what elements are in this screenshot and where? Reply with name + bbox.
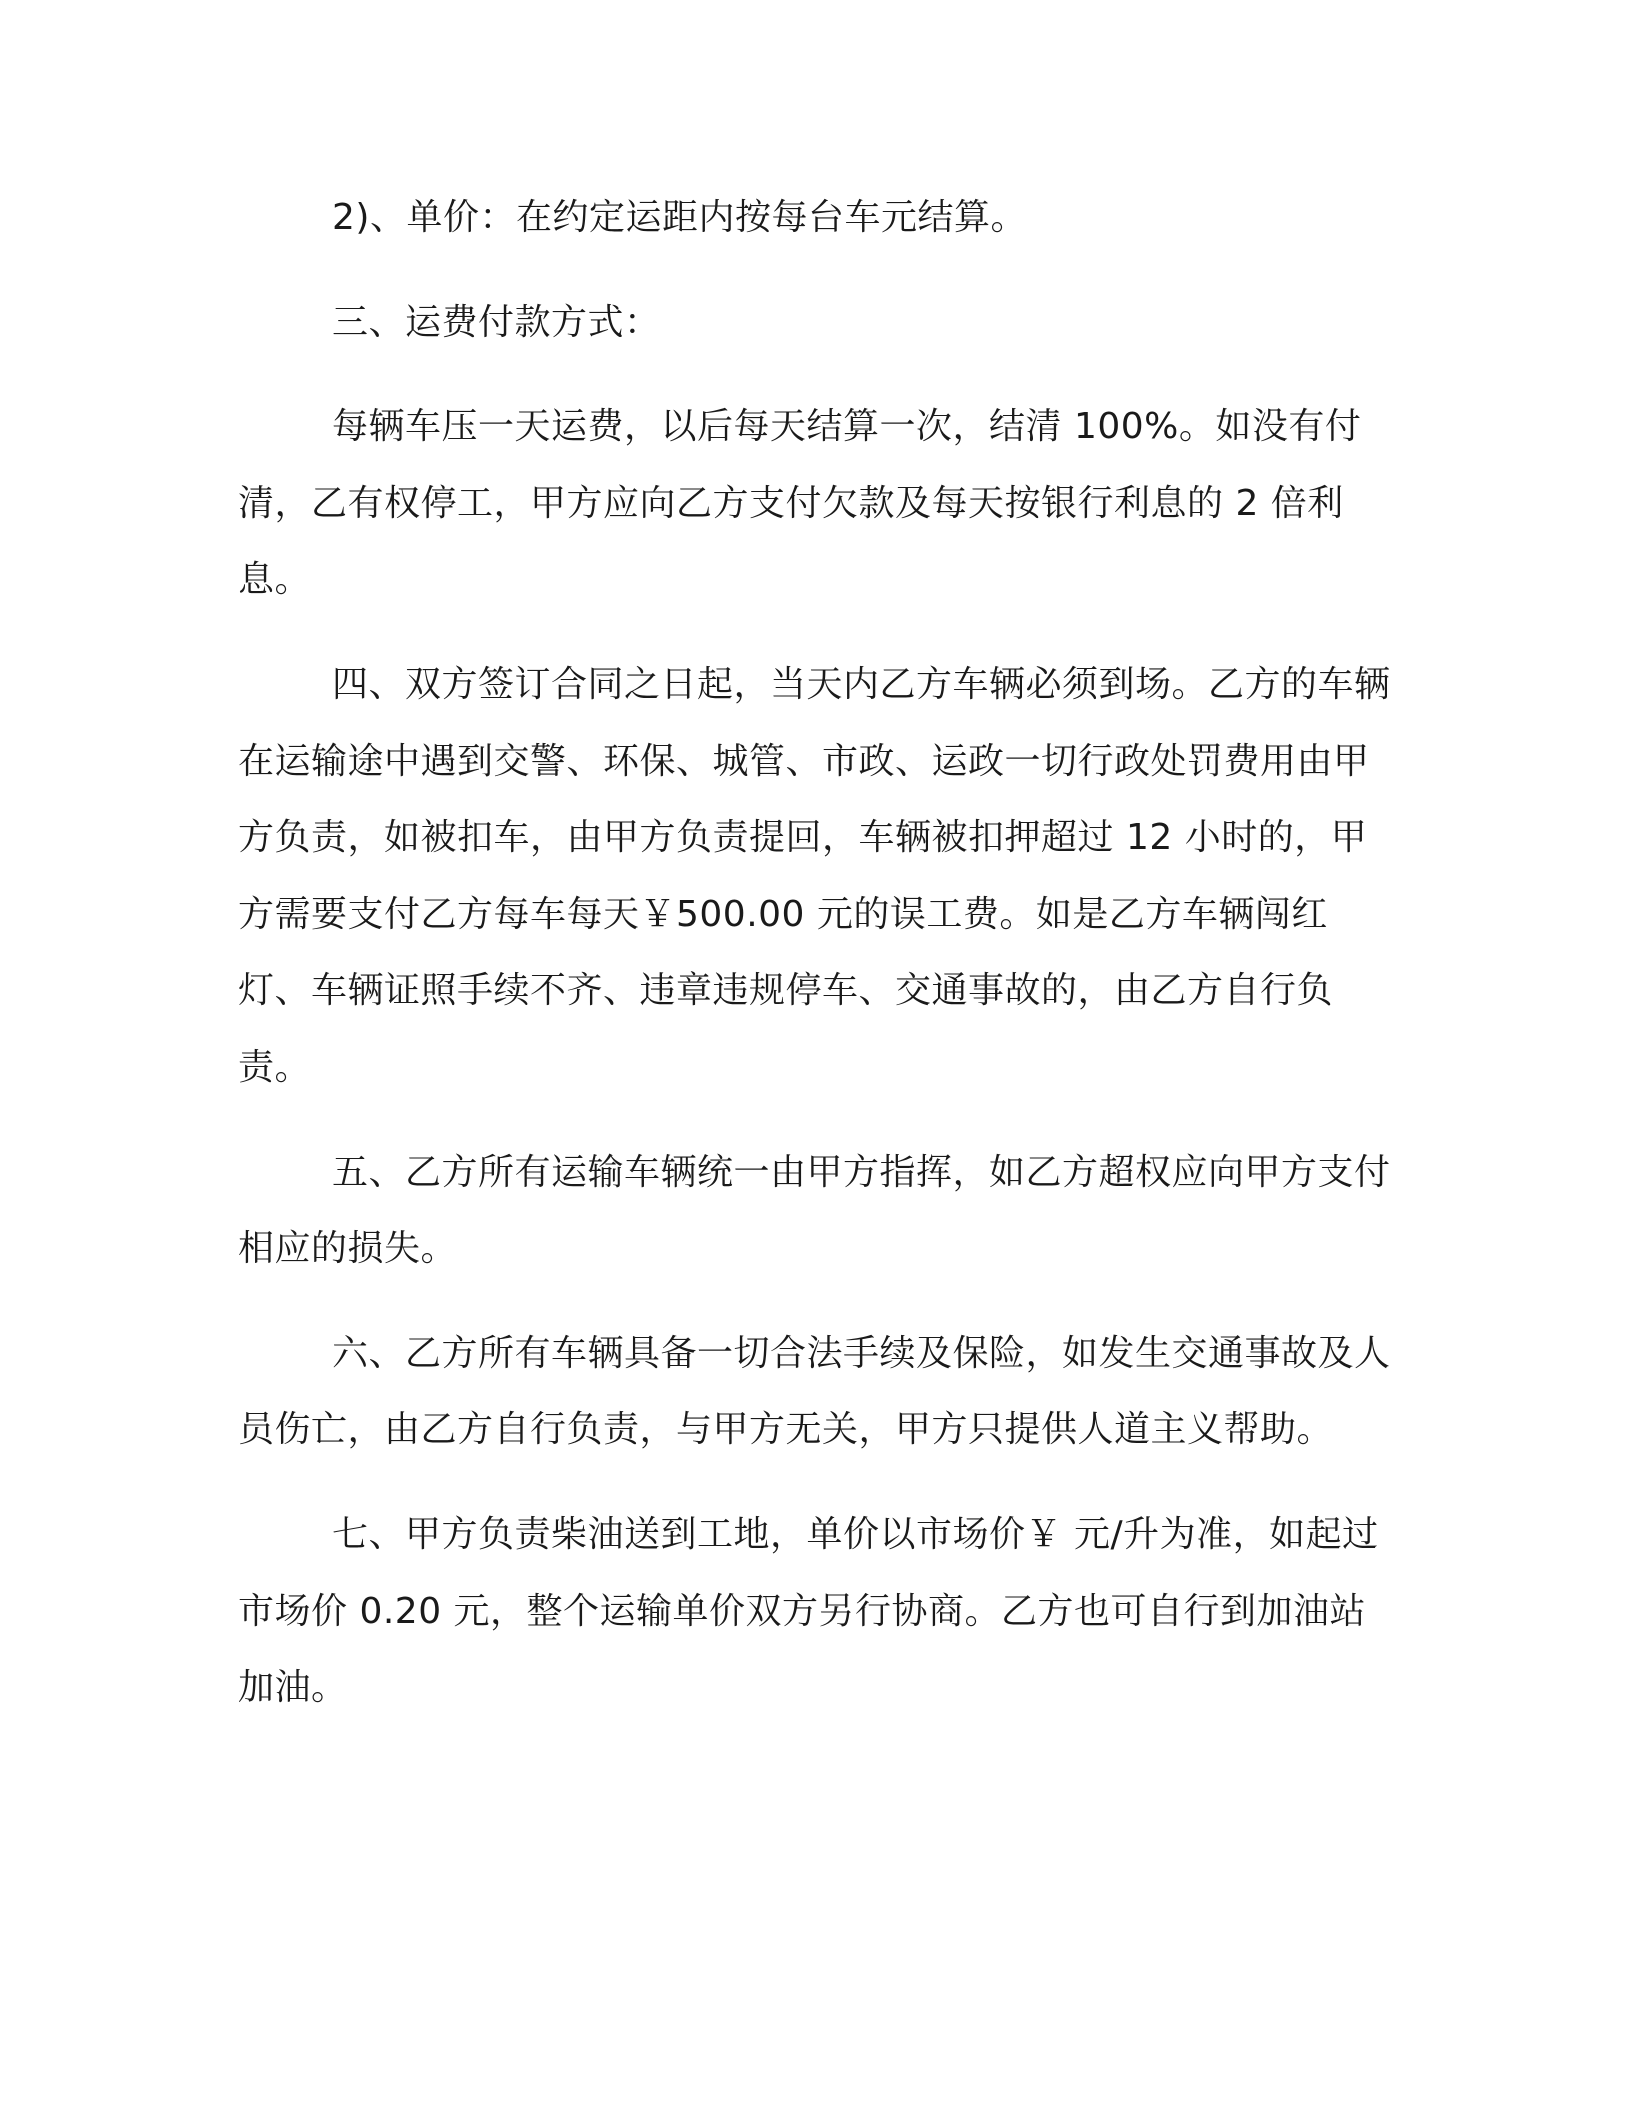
paragraph-gap [238,1107,1398,1135]
paragraph-gap [238,361,1398,389]
paragraph-gap [238,1469,1398,1497]
paragraph-section-5: 五、乙方所有运输车辆统一由甲方指挥，如乙方超权应向甲方支付相应的损失。 [238,1151,1391,1270]
paragraph-section-4: 四、双方签订合同之日起，当天内乙方车辆必须到场。乙方的车辆在运输途中遇到交警、环保、城管、市政、运政一切行政处罚费用由甲方负责，如被扣车，由甲方负责提回，车辆被扣押超过 12 小时的，甲方需要支付乙方每车每天￥500.00 元的误工费。如是乙方车辆闯红灯、车辆证照手续不齐、违章违规停车、交通事故的，由乙方自行负责。 [238,663,1391,1088]
paragraph-unit-price: 2)、单价：在约定运距内按每台车元结算。 [332,197,1027,238]
paragraph-payment-terms: 每辆车压一天运费，以后每天结算一次，结清 100%。如没有付清，乙有权停工，甲方应向乙方支付欠款及每天按银行利息的 2 倍利息。 [238,406,1362,601]
document-body [238,180,1398,1727]
paragraph-section-6: 六、乙方所有车辆具备一切合法手续及保险，如发生交通事故及人员伤亡，由乙方自行负责，与甲方无关，甲方只提供人道主义帮助。 [238,1332,1391,1451]
paragraph-gap [238,619,1398,647]
paragraph-gap [238,1288,1398,1316]
paragraph-section-7: 七、甲方负责柴油送到工地，单价以市场价￥ 元/升为准，如起过市场价 0.20 元，整个运输单价双方另行协商。乙方也可自行到加油站加油。 [238,1513,1379,1709]
paragraph-gap [238,257,1398,285]
paragraph-section-3-heading: 三、运费付款方式： [332,301,661,343]
